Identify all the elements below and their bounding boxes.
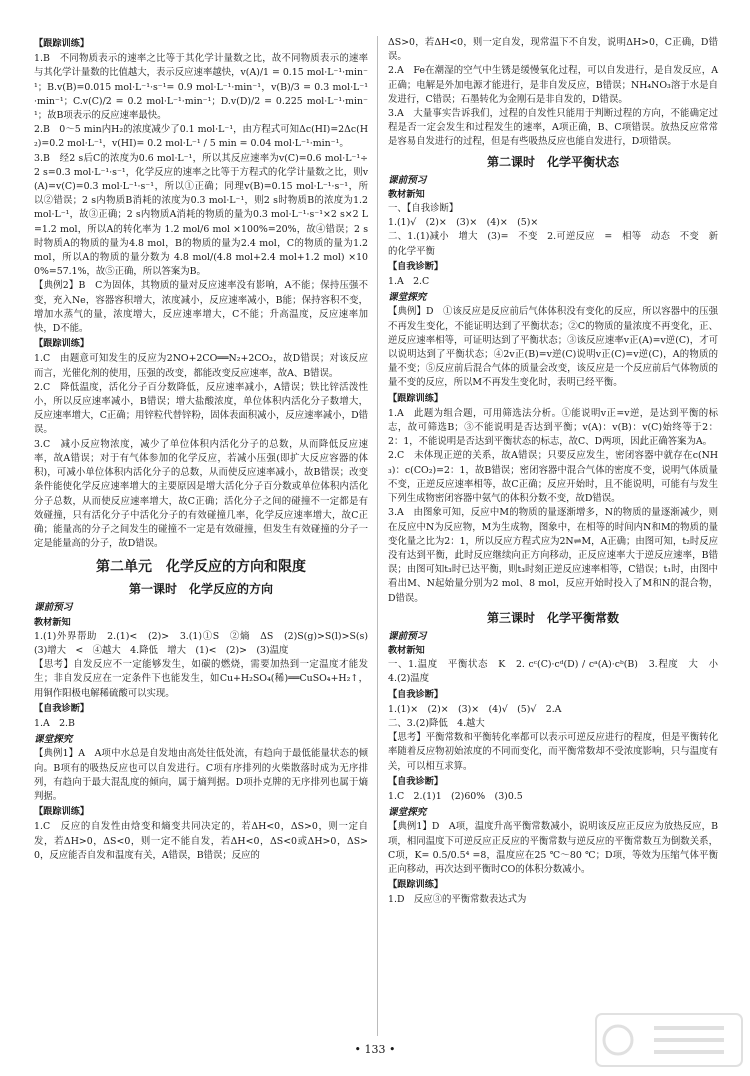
right-section-label: 课前预习 <box>388 174 427 186</box>
right-paragraph: 1.(1)√ (2)× (3)× (4)× (5)× <box>388 217 539 229</box>
right-tag-label: 【自我诊断】 <box>388 688 444 700</box>
right-tag-label: 【跟踪训练】 <box>388 879 444 891</box>
right-paragraph: 1.A 2.C <box>388 276 430 288</box>
right-sub-label: 教材新知 <box>388 644 425 656</box>
right-lesson-heading: 第二课时 化学平衡状态 <box>486 154 619 169</box>
left-paragraph: 1.A 2.B <box>34 717 75 729</box>
left-tag-label: 【自我诊断】 <box>34 702 90 714</box>
right-paragraph: 【典例1】D A项，温度升高平衡常数减小，说明该反应正反应为放热反应，B项，相同温度下可逆反应正反应的平衡常数与逆反应的平衡常数互为倒数关系，C项，K= 0.5/0.5⁴ =8，温度应在25 ℃～80 ℃；D项，等效为压缩气体平衡正向移动，再次达到平衡时CO的体积分数减小。 <box>388 821 718 875</box>
left-paragraph: 【典例1】A A项中水总是自发地由高处往低处流，有趋向于最低能量状态的倾向。B项有的吸热反应也可以自发进行。C项有序排列的火柴散落时成为无序排列，有趋向于最大混乱度的倾向，属于熵判据。D项扑克牌的无序排列也属于熵判据。 <box>34 748 368 802</box>
right-paragraph: 1.A 此题为组合题，可用筛选法分析。①能说明v正=v逆，是达到平衡的标志，故可筛选B；③不能说明是否达到平衡；v(A)：v(B)：v(C)始终等于2：2：1，不能说明是否达到平衡状态的标志，故C、D两项，因此正确答案为A。 <box>388 407 718 448</box>
right-paragraph: 一、【自我诊断】 <box>388 203 459 215</box>
right-section-label: 课前预习 <box>388 630 427 642</box>
left-tag-label: 【跟踪训练】 <box>34 338 90 350</box>
left-tag-label: 【跟踪训练】 <box>34 806 90 818</box>
left-paragraph: 【思考】自发反应不一定能够发生，如碳的燃烧，需要加热到一定温度才能发生；非自发反应在一定条件下也能发生，如Cu+H₂SO₄(稀)══CuSO₄+H₂↑，用铜作阳极电解稀硫酸可以实现。 <box>34 659 368 699</box>
left-column <box>34 36 378 1036</box>
right-paragraph: 二、3.(2)降低 4.越大 <box>388 717 485 729</box>
left-tag-label: 【跟踪训练】 <box>34 38 90 49</box>
right-paragraph: 【典例】D ①该反应是反应前后气体体积没有变化的反应，所以容器中的压强不再发生变化，不能证明达到了平衡状态；②C的物质的量浓度不再变化，正、逆反应速率相等，可证明达到了平衡状态；③该反应速率v正(A)=v逆(C)，才可以说明达到了平衡状态；④2v正(B)=v逆(C)说明v正(C)=v逆(C)，A的物质的量不变；⑤反应前后混合气体的质量会改变，该反应是一个反应前后气体物质的量不变的反应，所以M不再发生变化时，表明已经平衡。 <box>388 306 718 389</box>
right-section-label: 课堂探究 <box>388 807 427 819</box>
right-paragraph: 3.A 由图象可知，反应中M的物质的量逐渐增多，N的物质的量逐渐减少，则在反应中N为反应物，M为生成物，图象中，在相等的时间内N和M的物质的量变化量之比为2：1，所以反应方程式应为2N⇌M，A正确；由图可知，t₂时反应没有达到平衡，此时反应继续向正方向移动，正反应速率大于逆反应速率，B错误；由图可知t₃时已达平衡，则t₃时刻正逆反应速率相等，C错误；t₁时，由图中看出M、N起始量分别为2 mol、8 mol，反应开始时投入了M和N的混合物，D错误。 <box>388 507 718 604</box>
right-column <box>388 36 728 1036</box>
right-paragraph: 3.A 大量事实告诉我们，过程的自发性只能用于判断过程的方向，不能确定过程是否一定会发生和过程发生的速率，A项正确，B、C项错误。放热反应常常是容易自发进行的过程，但是有些吸热反应也能自发进行，D项错误。 <box>388 108 718 148</box>
right-tag-label: 【跟踪训练】 <box>388 392 444 404</box>
left-sub-label: 教材新知 <box>34 616 71 628</box>
right-paragraph: 二、1.(1)减小 增大 (3)= 不变 2.可逆反应 = 相等 动态 不变 新的化学平衡 <box>388 231 718 257</box>
left-paragraph: 1.C 由题意可知发生的反应为2NO+2CO══N₂+2CO₂，故D错误；对该反应而言，光催化剂的使用，压强的改变，都能改变反应速率，故A、B错误。 <box>34 353 368 379</box>
column-divider <box>377 36 378 1036</box>
left-paragraph: 1.C 反应的自发性由焓变和熵变共同决定的，若ΔH<0，ΔS>0，则一定自发，若ΔH>0，ΔS<0，则一定不能自发，若ΔH<0，ΔS<0或ΔH>0，ΔS>0，反应能否自发和温度有关，A错误，B错误；反应的 <box>34 821 368 861</box>
right-lesson-heading: 第三课时 化学平衡常数 <box>486 610 619 625</box>
right-paragraph: 1.(1)× (2)× (3)× (4)√ (5)√ 2.A <box>388 703 562 715</box>
right-paragraph: 一、1.温度 平衡状态 K 2. cᶜ(C)·cᵈ(D) / cᵃ(A)·cᵇ(B) 3.程度 大 小 4.(2)温度 <box>388 659 728 685</box>
right-paragraph: 1.C 2.(1)1 (2)60% (3)0.5 <box>388 790 523 802</box>
right-paragraph: 【思考】平衡常数和平衡转化率都可以表示可逆反应进行的程度，但是平衡转化率随着反应物初始浓度的不同而变化，而平衡常数却不受浓度影响，只与温度有关，可以相互求算。 <box>388 732 718 772</box>
right-paragraph: 2.A Fe在潮湿的空气中生锈是缓慢氧化过程，可以自发进行，是自发反应，A正确；电解是外加电源才能进行，是非自发反应，B错误；NH₄NO₃溶于水是自发进行，C错误；石墨转化为金刚石是非自发的，D错误。 <box>388 65 718 105</box>
left-paragraph: 2.B 0～5 min内H₂的浓度减少了0.1 mol·L⁻¹，由方程式可知Δc(HI)=2Δc(H₂)=0.2 mol·L⁻¹，v(HI)= 0.2 mol·L⁻¹ / 5 min = 0.04 mol·L⁻¹·min⁻¹。 <box>34 124 368 150</box>
left-paragraph: 3.C 减小反应物浓度，减少了单位体积内活化分子的总数，从而降低反应速率，故A错误；对于有气体参加的化学反应，若减小压强(即扩大反应容器的体积)，可减小单位体积内活化分子的总数，从而使反应速率减小，故B错误；改变条件能使化学反应速率增大的主要原因是增大活化分子百分数或单位体积内活化分子总数，从而使反应速率增大，故C正确；活化分子之间的碰撞不一定都是有效碰撞，只有活化分子中活化分子的有效碰撞几率，化学反应速率增大，故C正确；能量高的分子之间发生的碰撞不一定是有效碰撞，但发生有效碰撞的分子一定是能量高的分子，故D错误。 <box>34 438 368 550</box>
right-paragraph: 1.D 反应③的平衡常数表达式为 <box>388 894 527 906</box>
right-paragraph: 2.C 未体现正逆的关系，故A错误；只要反应发生，密闭容器中就存在c(NH₃)：c(CO₂)=2：1，故B错误；密闭容器中混合气体的密度不变，说明气体质量不变，正逆反应速率相等，故C正确；反应开始时，且不能说明，可能有与发生下列生成物密闭容器中氨气的体积分数不变，故D错误。 <box>388 450 718 505</box>
right-sub-label: 教材新知 <box>388 188 425 200</box>
left-paragraph: 【典例2】B C为固体，其物质的量对反应速率没有影响，A不能；保持压强不变，充入Ne，容器容积增大，浓度减小，反应速率减小，B能；保持容积不变，增加水蒸气的量，浓度增大，反应速率增大，C不能；升高温度，反应速率加快，D不能。 <box>34 280 368 335</box>
right-tag-label: 【自我诊断】 <box>388 775 444 787</box>
left-paragraph: 2.C 降低温度，活化分子百分数降低，反应速率减小，A错误；铁比锌活泼性小，所以反应速率减小，B错误；增大盐酸浓度，单位体积内活化分子数增大，反应速率增大，C正确；用锌粒代替锌粉，固体表面积减小，反应速率减小，D错误。 <box>34 381 368 436</box>
right-section-label: 课堂探究 <box>388 292 427 304</box>
right-paragraph: ΔS>0，若ΔH<0，则一定自发，现常温下不自发，说明ΔH>0，C正确，D错误。 <box>388 37 718 63</box>
left-paragraph: 1.B 不同物质表示的速率之比等于其化学计量数之比，故不同物质表示的速率与其化学计量数的比值越大，表示反应速率越快，v(A)/1 = 0.15 mol·L⁻¹·min⁻¹；B.v(B)=0.015 mol·L⁻¹·s⁻¹= 0.9 mol·L⁻¹·min⁻¹，v(B)/3 = 0.3 mol·L⁻¹·min⁻¹；C.v(C)/2 = 0.2 mol·L⁻¹·min⁻¹；D.v(D)/2 = 0.225 mol·L⁻¹·min⁻¹；故B项表示的反应速率最快。 <box>34 53 368 122</box>
left-unit-heading: 第二单元 化学反应的方向和限度 <box>96 559 306 576</box>
page-number: • 133 • <box>354 1043 396 1056</box>
left-section-label: 课前预习 <box>34 602 73 614</box>
left-lesson-heading: 第一课时 化学反应的方向 <box>128 582 273 597</box>
left-section-label: 课堂探究 <box>34 734 73 746</box>
right-tag-label: 【自我诊断】 <box>388 260 444 272</box>
left-paragraph: 1.(1)外界帮助 2.(1)< (2)> 3.(1)①S ②熵 ΔS (2)S(g)>S(l)>S(s) (3)增大 < ④越大 4.降低 增大 (1)< (2)> (3)温度 <box>34 630 378 656</box>
left-paragraph: 3.B 经2 s后C的浓度为0.6 mol·L⁻¹，所以其反应速率为v(C)=0.6 mol·L⁻¹÷2 s=0.3 mol·L⁻¹·s⁻¹，化学反应的速率之比等于方程式的化学计量数之比，则v(A)=v(C)=0.3 mol·L⁻¹·s⁻¹，所以①正确；同理v(B)=0.15 mol·L⁻¹·s⁻¹，所以②错误；2 s内物质B消耗的浓度为0.3 mol·L⁻¹，则2 s时物质B的浓度为1.2 mol·L⁻¹，故③正确；2 s内物质A消耗的物质的量为0.3 mol·L⁻¹·s⁻¹×2 s×2 L=1.2 mol，所以A的转化率为 1.2 mol/6 mol ×100%=20%，故④错误；2 s时物质A的物质的量为4.8 mol，B的物质的量为2.4 mol，C的物质的量为1.2 mol，所以A的物质的量分数为 4.8 mol/(4.8 mol+2.4 mol+1.2 mol) ×100%=57.1%，故⑤正确，所以答案为B。 <box>34 152 368 278</box>
watermark-logo <box>594 1010 744 1070</box>
